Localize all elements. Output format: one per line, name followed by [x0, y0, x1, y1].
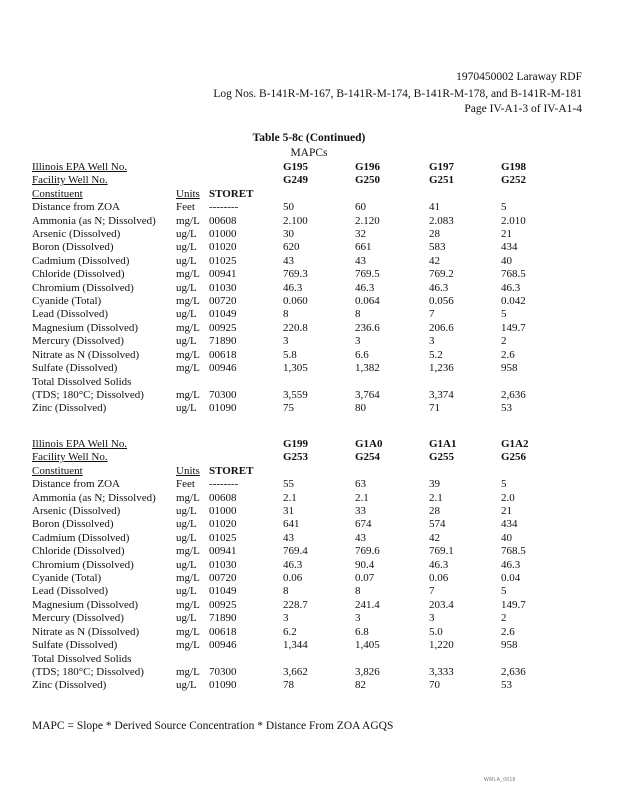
value-cell: 6.8: [355, 625, 369, 638]
constituent-name: Lead (Dissolved): [32, 585, 109, 598]
value-cell: 206.6: [429, 321, 454, 334]
value-cell: 8: [355, 585, 361, 598]
storet-code: 00946: [209, 362, 237, 375]
value-cell: 43: [283, 531, 294, 544]
constituent-name: Cadmium (Dissolved): [32, 254, 130, 267]
value-cell: 769.3: [283, 268, 308, 281]
value-cell: 769.2: [429, 268, 454, 281]
table-row: [32, 215, 561, 228]
storet-code: 01000: [209, 228, 237, 241]
table-row: [32, 545, 561, 558]
value-cell: [501, 653, 561, 666]
value-cell: 3,826: [355, 665, 380, 678]
value-cell: 3,764: [355, 388, 380, 401]
table-row: [32, 389, 561, 402]
value-cell: 149.7: [501, 598, 526, 611]
value-cell: 2: [501, 612, 507, 625]
value-cell: 39: [429, 478, 440, 491]
value-cell: 220.8: [283, 321, 308, 334]
storet-code: 00941: [209, 545, 237, 558]
value-cell: 5: [501, 478, 507, 491]
value-cell: 203.4: [429, 598, 454, 611]
constituent-name: Magnesium (Dissolved): [32, 598, 139, 611]
storet-code: 00608: [209, 491, 237, 504]
value-cell: 0.042: [501, 295, 526, 308]
value-cell: 2.083: [429, 214, 454, 227]
bates-stamp: WMLA_0018: [484, 777, 516, 783]
value-cell: 2.1: [355, 491, 369, 504]
value-cell: 149.7: [501, 321, 526, 334]
constituent-name: Mercury (Dissolved): [32, 335, 124, 348]
table-row: [32, 478, 561, 491]
constituent-name: Nitrate as N (Dissolved): [32, 348, 140, 361]
value-cell: 3,559: [283, 388, 308, 401]
value-cell: 90.4: [355, 558, 375, 571]
table-row: [32, 492, 561, 505]
storet-header: STORET: [209, 464, 254, 477]
value-cell: 574: [429, 518, 446, 531]
value-cell: 0.06: [429, 572, 449, 585]
constituent-name: (TDS; 180°C; Dissolved): [32, 388, 144, 401]
table-row: [32, 282, 561, 295]
value-cell: 241.4: [355, 598, 380, 611]
value-cell: 5: [501, 308, 507, 321]
value-cell: 1,405: [355, 639, 380, 652]
unit-cell: mg/L: [176, 321, 200, 334]
table-row: [32, 653, 561, 666]
unit-cell: mg/L: [176, 348, 200, 361]
value-cell: 769.1: [429, 545, 454, 558]
epa-well-id: G1A0: [355, 438, 383, 450]
value-cell: 3: [283, 335, 289, 348]
value-cell: 958: [501, 639, 518, 652]
value-cell: 0.060: [283, 295, 308, 308]
constituent-header: Constituent: [32, 464, 83, 477]
constituent-name: Total Dissolved Solids: [32, 375, 132, 388]
epa-well-header-row: [32, 438, 561, 451]
table-row: [32, 532, 561, 545]
storet-code: 00925: [209, 321, 237, 334]
value-cell: 2.0: [501, 491, 515, 504]
value-cell: 31: [283, 505, 294, 518]
unit-cell: mg/L: [176, 268, 200, 281]
table-row: [32, 639, 561, 652]
table-row: [32, 376, 561, 389]
value-cell: 60: [355, 201, 366, 214]
value-cell: 2.6: [501, 625, 515, 638]
footnote: MAPC = Slope * Derived Source Concentration * Distance From ZOA AGQS: [32, 720, 394, 732]
table-row: [32, 255, 561, 268]
value-cell: 41: [429, 201, 440, 214]
value-cell: 75: [283, 402, 294, 415]
value-cell: 32: [355, 228, 366, 241]
storet-code: 00946: [209, 639, 237, 652]
unit-cell: ug/L: [176, 335, 197, 348]
table-row: [32, 349, 561, 362]
constituent-name: Sulfate (Dissolved): [32, 639, 118, 652]
unit-cell: ug/L: [176, 585, 197, 598]
storet-header: STORET: [209, 187, 254, 200]
epa-well-id: G196: [355, 161, 381, 173]
unit-cell: mg/L: [176, 625, 200, 638]
value-cell: 1,220: [429, 639, 454, 652]
unit-cell: ug/L: [176, 308, 197, 321]
storet-code: 01030: [209, 558, 237, 571]
value-cell: 5.8: [283, 348, 297, 361]
value-cell: 42: [429, 531, 440, 544]
constituent-name: Ammonia (as N; Dissolved): [32, 491, 156, 504]
storet-code: 01090: [209, 402, 237, 415]
epa-well-id: G197: [429, 161, 455, 173]
value-cell: 0.06: [283, 572, 303, 585]
unit-cell: Feet: [176, 478, 195, 491]
constituent-name: Magnesium (Dissolved): [32, 321, 139, 334]
value-cell: 46.3: [501, 558, 521, 571]
value-cell: 5.0: [429, 625, 443, 638]
value-cell: 50: [283, 201, 294, 214]
unit-cell: mg/L: [176, 491, 200, 504]
storet-code: 00608: [209, 214, 237, 227]
facility-well-header-row: [32, 174, 561, 187]
unit-cell: ug/L: [176, 505, 197, 518]
facility-well-id: G250: [355, 174, 381, 187]
unit-cell: ug/L: [176, 612, 197, 625]
constituent-name: Zinc (Dissolved): [32, 402, 107, 415]
value-cell: 661: [355, 241, 372, 254]
value-cell: 583: [429, 241, 446, 254]
value-cell: 53: [501, 402, 512, 415]
constituent-name: Lead (Dissolved): [32, 308, 109, 321]
storet-code: 70300: [209, 665, 237, 678]
mapc-table-1: [32, 161, 561, 416]
facility-well-id: G253: [283, 451, 309, 464]
storet-code: 01025: [209, 254, 237, 267]
value-cell: 6.2: [283, 625, 297, 638]
facility-well-id: G254: [355, 451, 381, 464]
value-cell: 30: [283, 228, 294, 241]
value-cell: 46.3: [283, 558, 303, 571]
unit-cell: ug/L: [176, 518, 197, 531]
value-cell: 46.3: [429, 558, 449, 571]
value-cell: 958: [501, 362, 518, 375]
value-cell: 769.4: [283, 545, 308, 558]
epa-well-id: G195: [283, 161, 309, 173]
value-cell: 641: [283, 518, 300, 531]
value-cell: 46.3: [355, 281, 375, 294]
value-cell: 40: [501, 254, 512, 267]
table-row: [32, 335, 561, 348]
unit-cell: [176, 376, 209, 389]
table-title: Table 5-8c (Continued): [252, 132, 366, 144]
facility-well-id: G256: [501, 451, 527, 464]
constituent-name: Boron (Dissolved): [32, 241, 114, 254]
value-cell: 46.3: [429, 281, 449, 294]
storet-code: --------: [209, 201, 239, 214]
constituent-name: Distance from ZOA: [32, 201, 120, 214]
value-cell: 55: [283, 478, 294, 491]
value-cell: 768.5: [501, 545, 526, 558]
value-cell: 2.100: [283, 214, 308, 227]
value-cell: 3,374: [429, 388, 454, 401]
facility-well-id: G251: [429, 174, 455, 187]
value-cell: 43: [355, 531, 366, 544]
facility-well-id: G255: [429, 451, 455, 464]
table-row: [32, 362, 561, 375]
mapc-table-2: [32, 438, 561, 693]
value-cell: [283, 653, 355, 666]
constituent-name: Distance from ZOA: [32, 478, 120, 491]
unit-cell: ug/L: [176, 241, 197, 254]
value-cell: 0.04: [501, 572, 521, 585]
constituent-name: Cyanide (Total): [32, 295, 102, 308]
unit-cell: mg/L: [176, 388, 200, 401]
column-header-row: [32, 188, 561, 201]
constituent-name: Sulfate (Dissolved): [32, 362, 118, 375]
table-row: [32, 572, 561, 585]
constituent-name: Total Dissolved Solids: [32, 652, 132, 665]
unit-cell: mg/L: [176, 665, 200, 678]
storet-code: 00941: [209, 268, 237, 281]
unit-cell: ug/L: [176, 402, 197, 415]
value-cell: 3: [429, 335, 435, 348]
value-cell: 7: [429, 585, 435, 598]
table-row: [32, 599, 561, 612]
facility-well-header-row: [32, 451, 561, 464]
unit-cell: mg/L: [176, 214, 200, 227]
table-row: [32, 402, 561, 415]
epa-well-label: Illinois EPA Well No.: [32, 161, 128, 173]
value-cell: 8: [283, 308, 289, 321]
unit-cell: mg/L: [176, 598, 200, 611]
value-cell: 768.5: [501, 268, 526, 281]
table-row: [32, 585, 561, 598]
facility-well-id: G252: [501, 174, 527, 187]
column-header-row: [32, 465, 561, 478]
constituent-name: Chromium (Dissolved): [32, 281, 134, 294]
storet-code: 71890: [209, 612, 237, 625]
unit-cell: ug/L: [176, 281, 197, 294]
storet-code: 01000: [209, 505, 237, 518]
value-cell: [429, 376, 501, 389]
value-cell: 78: [283, 679, 294, 692]
unit-cell: [176, 653, 209, 666]
value-cell: 2.120: [355, 214, 380, 227]
table-row: [32, 559, 561, 572]
value-cell: [501, 376, 561, 389]
value-cell: 3,662: [283, 665, 308, 678]
value-cell: 3: [355, 335, 361, 348]
value-cell: 674: [355, 518, 372, 531]
value-cell: [283, 376, 355, 389]
storet-code: 00618: [209, 348, 237, 361]
value-cell: 82: [355, 679, 366, 692]
constituent-name: Zinc (Dissolved): [32, 679, 107, 692]
value-cell: 28: [429, 228, 440, 241]
value-cell: 46.3: [501, 281, 521, 294]
storet-code: 71890: [209, 335, 237, 348]
table-row: [32, 201, 561, 214]
value-cell: 71: [429, 402, 440, 415]
units-header: Units: [176, 464, 200, 477]
value-cell: 2.1: [283, 491, 297, 504]
value-cell: 70: [429, 679, 440, 692]
value-cell: 42: [429, 254, 440, 267]
storet-code: 00618: [209, 625, 237, 638]
value-cell: 8: [355, 308, 361, 321]
value-cell: 3,333: [429, 665, 454, 678]
storet-code: 01049: [209, 308, 237, 321]
table-row: [32, 612, 561, 625]
value-cell: 2.010: [501, 214, 526, 227]
unit-cell: mg/L: [176, 295, 200, 308]
value-cell: 2,636: [501, 665, 526, 678]
storet-code: 00925: [209, 598, 237, 611]
storet-code: [209, 376, 283, 389]
unit-cell: mg/L: [176, 545, 200, 558]
constituent-name: Mercury (Dissolved): [32, 612, 124, 625]
epa-well-id: G1A2: [501, 438, 529, 450]
value-cell: [429, 653, 501, 666]
storet-code: [209, 653, 283, 666]
value-cell: 63: [355, 478, 366, 491]
constituent-name: Arsenic (Dissolved): [32, 228, 121, 241]
value-cell: 0.07: [355, 572, 375, 585]
unit-cell: mg/L: [176, 362, 200, 375]
value-cell: 5: [501, 585, 507, 598]
unit-cell: ug/L: [176, 679, 197, 692]
table-row: [32, 241, 561, 254]
value-cell: 0.056: [429, 295, 454, 308]
value-cell: 2.6: [501, 348, 515, 361]
epa-well-id: G198: [501, 161, 527, 173]
value-cell: 21: [501, 228, 512, 241]
constituent-name: Chloride (Dissolved): [32, 268, 125, 281]
value-cell: 3: [283, 612, 289, 625]
value-cell: 1,305: [283, 362, 308, 375]
header-doc-id: 1970450002 Laraway RDF: [456, 71, 582, 83]
storet-code: 00720: [209, 572, 237, 585]
value-cell: 80: [355, 402, 366, 415]
storet-code: 01049: [209, 585, 237, 598]
unit-cell: ug/L: [176, 228, 197, 241]
facility-well-id: G249: [283, 174, 309, 187]
value-cell: 3: [355, 612, 361, 625]
storet-code: 01020: [209, 518, 237, 531]
units-header: Units: [176, 187, 200, 200]
table-row: [32, 666, 561, 679]
storet-code: 00720: [209, 295, 237, 308]
unit-cell: mg/L: [176, 572, 200, 585]
epa-well-label: Illinois EPA Well No.: [32, 438, 128, 450]
value-cell: 53: [501, 679, 512, 692]
constituent-name: Ammonia (as N; Dissolved): [32, 214, 156, 227]
storet-code: 70300: [209, 388, 237, 401]
value-cell: 769.6: [355, 545, 380, 558]
value-cell: 40: [501, 531, 512, 544]
value-cell: [355, 653, 429, 666]
value-cell: 2.1: [429, 491, 443, 504]
value-cell: 1,236: [429, 362, 454, 375]
value-cell: 8: [283, 585, 289, 598]
table-row: [32, 268, 561, 281]
storet-code: --------: [209, 478, 239, 491]
epa-well-id: G199: [283, 438, 309, 450]
value-cell: 1,382: [355, 362, 380, 375]
table-row: [32, 679, 561, 692]
value-cell: 7: [429, 308, 435, 321]
unit-cell: mg/L: [176, 639, 200, 652]
unit-cell: Feet: [176, 201, 195, 214]
value-cell: 434: [501, 241, 518, 254]
value-cell: 46.3: [283, 281, 303, 294]
constituent-name: Nitrate as N (Dissolved): [32, 625, 140, 638]
epa-well-header-row: [32, 161, 561, 174]
value-cell: 3: [429, 612, 435, 625]
value-cell: 434: [501, 518, 518, 531]
value-cell: [355, 376, 429, 389]
value-cell: 43: [355, 254, 366, 267]
facility-well-label: Facility Well No.: [32, 451, 108, 464]
constituent-name: Arsenic (Dissolved): [32, 505, 121, 518]
value-cell: 769.5: [355, 268, 380, 281]
constituent-name: (TDS; 180°C; Dissolved): [32, 665, 144, 678]
value-cell: 236.6: [355, 321, 380, 334]
value-cell: 1,344: [283, 639, 308, 652]
table-row: [32, 518, 561, 531]
table-row: [32, 308, 561, 321]
unit-cell: ug/L: [176, 531, 197, 544]
table-row: [32, 295, 561, 308]
value-cell: 28: [429, 505, 440, 518]
value-cell: 5.2: [429, 348, 443, 361]
storet-code: 01030: [209, 281, 237, 294]
table-subtitle: MAPCs: [290, 147, 328, 159]
value-cell: 2: [501, 335, 507, 348]
unit-cell: ug/L: [176, 558, 197, 571]
storet-code: 01020: [209, 241, 237, 254]
storet-code: 01090: [209, 679, 237, 692]
header-log-numbers: Log Nos. B-141R-M-167, B-141R-M-174, B-141R-M-178, and B-141R-M-181: [213, 88, 582, 100]
table-row: [32, 626, 561, 639]
table-row: [32, 228, 561, 241]
unit-cell: ug/L: [176, 254, 197, 267]
epa-well-id: G1A1: [429, 438, 457, 450]
value-cell: 0.064: [355, 295, 380, 308]
value-cell: 33: [355, 505, 366, 518]
constituent-name: Chloride (Dissolved): [32, 545, 125, 558]
constituent-header: Constituent: [32, 187, 83, 200]
header-page-number: Page IV-A1-3 of IV-A1-4: [464, 103, 582, 115]
constituent-name: Boron (Dissolved): [32, 518, 114, 531]
constituent-name: Cyanide (Total): [32, 572, 102, 585]
table-row: [32, 322, 561, 335]
value-cell: 6.6: [355, 348, 369, 361]
value-cell: 43: [283, 254, 294, 267]
value-cell: 228.7: [283, 598, 308, 611]
constituent-name: Chromium (Dissolved): [32, 558, 134, 571]
table-row: [32, 505, 561, 518]
value-cell: 620: [283, 241, 300, 254]
value-cell: 2,636: [501, 388, 526, 401]
storet-code: 01025: [209, 531, 237, 544]
facility-well-label: Facility Well No.: [32, 174, 108, 187]
constituent-name: Cadmium (Dissolved): [32, 531, 130, 544]
value-cell: 5: [501, 201, 507, 214]
value-cell: 21: [501, 505, 512, 518]
